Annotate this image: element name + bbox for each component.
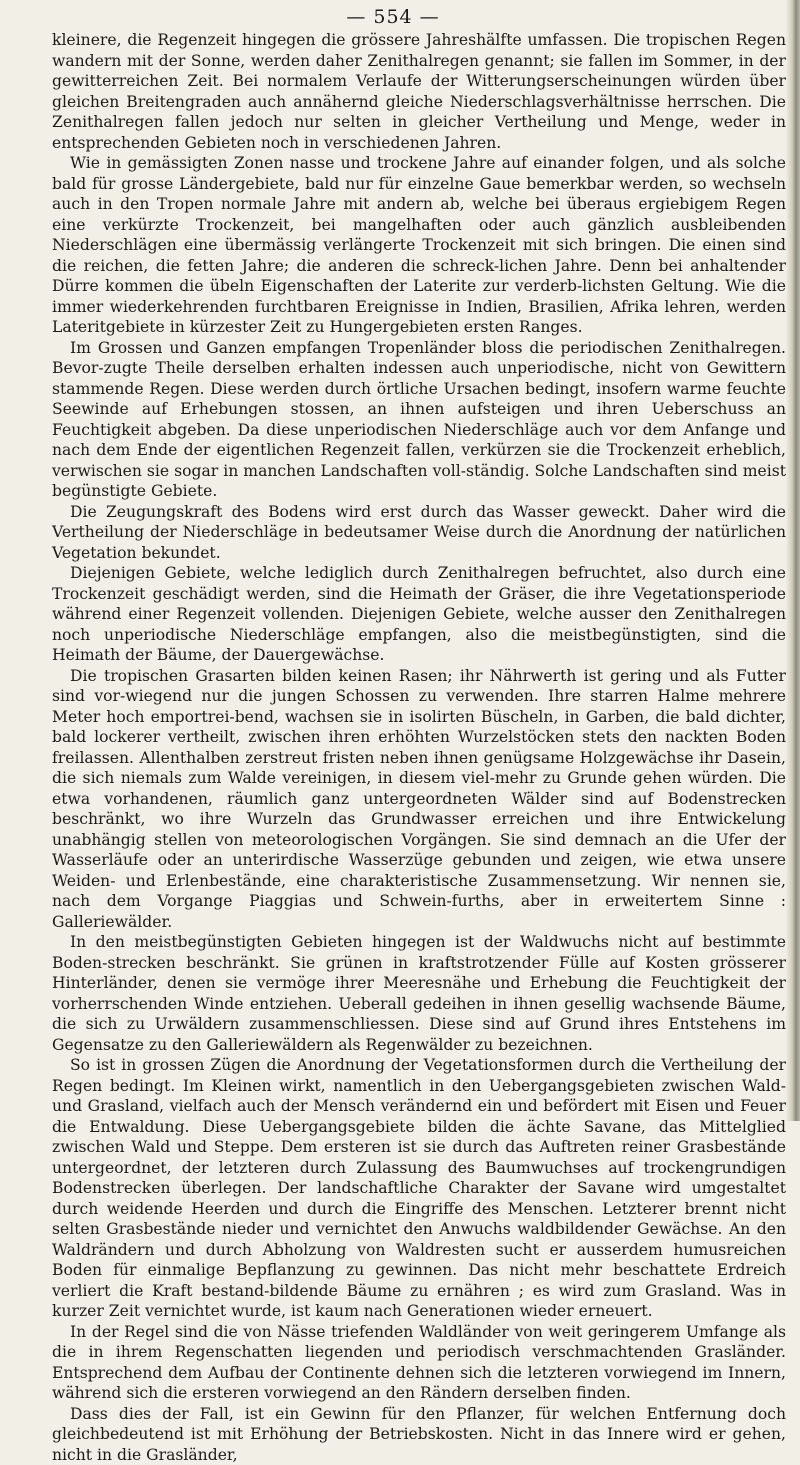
paragraph: Die Zeugungskraft des Bodens wird erst durch das Wasser geweckt. Daher wird die Vertheilung der Niederschläge in bedeutsamer Weise durch die Anordnung der natürlichen Vegetation bekundet. bbox=[52, 502, 786, 564]
paragraph: In den meistbegünstigten Gebieten hingegen ist der Waldwuchs nicht auf bestimmte Boden-strecken beschränkt. Sie grünen in kraftstrotzender Fülle auf Kosten grösserer Hinterländer, denen sie vermöge ihrer Meeresnähe und Erhebung die Feuchtigkeit der vorherrschenden Winde entziehen. Ueberall gedeihen in ihnen gesellig wachsende Bäume, die sich zu Urwäldern zusammenschliessen. Diese sind auf Grund ihres Entstehens im Gegensatze zu den Galleriewäldern als Regenwälder zu bezeichnen. bbox=[52, 932, 786, 1055]
paragraph: Die tropischen Grasarten bilden keinen Rasen; ihr Nährwerth ist gering und als Futter sind vor-wiegend nur die jungen Schossen zu verwenden. Ihre starren Halme mehrere Meter hoch emportrei-bend, wachsen sie in isolirten Büscheln, in Garben, die bald dichter, bald lockerer vertheilt, zwischen ihren erhöhten Wurzelstöcken stets den nackten Boden freilassen. Allenthalben zerstreut fristen neben ihnen genügsame Holzgewächse ihr Dasein, die sich niemals zum Walde vereinigen, in diesem viel-mehr zu Grunde gehen würden. Die etwa vorhandenen, räumlich ganz untergeordneten Wälder sind auf Bodenstrecken beschränkt, wo ihre Wurzeln das Grundwasser erreichen und ihre Entwickelung unabhängig stellen von meteorologischen Vorgängen. Sie sind demnach an die Ufer der Wasserläufe oder an unterirdische Wasserzüge gebunden und zeigen, wie etwa unsere Weiden- und Erlenbestände, eine charakteristische Zusammensetzung. Wir nennen sie, nach dem Vorgange Piaggias und Schwein-furths, aber in erweitertem Sinne : Galleriewälder. bbox=[52, 666, 786, 933]
paragraph: In der Regel sind die von Nässe triefenden Waldländer von weit geringerem Umfange als die in ihrem Regenschatten liegenden und periodisch verschmachtenden Grasländer. Entsprechend dem Aufbau der Continente dehnen sich die letzteren vorwiegend im Innern, während sich die ersteren vorwiegend an den Rändern derselben finden. bbox=[52, 1322, 786, 1404]
paragraph: Im Grossen und Ganzen empfangen Tropenländer bloss die periodischen Zenithalregen. Bevor-zugte Theile derselben erhalten indessen auch unperiodische, nicht von Gewittern stammende Regen. Diese werden durch örtliche Ursachen bedingt, insofern warme feuchte Seewinde auf Erhebungen stossen, an ihnen aufsteigen und ihren Ueberschuss an Feuchtigkeit abgeben. Da diese unperiodischen Niederschläge auch vor dem Anfange und nach dem Ende der eigentlichen Regenzeit fallen, verkürzen sie die Trockenzeit erheblich, verwischen sie sogar in manchen Landschaften voll-ständig. Solche Landschaften sind meist begünstigte Gebiete. bbox=[52, 338, 786, 502]
paragraph: Dass dies der Fall, ist ein Gewinn für den Pflanzer, für welchen Entfernung doch gleichbedeutend ist mit Erhöhung der Betriebskosten. Nicht in das Innere wird er gehen, nicht in die Grasländer, bbox=[52, 1404, 786, 1465]
body-text bbox=[52, 30, 786, 1465]
page-edge-shadow bbox=[786, 0, 800, 1121]
paragraph: So ist in grossen Zügen die Anordnung der Vegetationsformen durch die Vertheilung der Regen bedingt. Im Kleinen wirkt, namentlich in den Uebergangsgebieten zwischen Wald- und Grasland, vielfach auch der Mensch verändernd ein und befördert mit Eisen und Feuer die Entwaldung. Diese Uebergangsgebiete bilden die ächte Savane, das Mittelglied zwischen Wald und Steppe. Dem ersteren ist sie durch das Auftreten reiner Grasbestände untergeordnet, der letzteren durch Zulassung des Baumwuchses auf trockengrundigen Bodenstrecken überlegen. Der landschaftliche Charakter der Savane wird umgestaltet durch weidende Heerden und durch die Eingriffe des Menschen. Letzterer brennt nicht selten Grasbestände nieder und vernichtet den Anwuchs waldbildender Gewächse. An den Waldrändern und durch Abholzung von Waldresten sucht er ausserdem humusreichen Boden für einmalige Bepflanzung zu gewinnen. Das nicht mehr beschattete Erdreich verliert die Kraft bestand-bildende Bäume zu ernähren ; es wird zum Grasland. Was in kurzer Zeit vernichtet wurde, ist kaum nach Generationen wieder erneuert. bbox=[52, 1055, 786, 1322]
page-number: — 554 — bbox=[0, 6, 786, 28]
paragraph: kleinere, die Regenzeit hingegen die grössere Jahreshälfte umfassen. Die tropischen Regen wandern mit der Sonne, werden daher Zenithalregen genannt; sie fallen im Sommer, in der gewitterreichen Zeit. Bei normalem Verlaufe der Witterungserscheinungen würden über gleichen Breitengraden auch annähernd gleiche Niederschlagsverhältnisse herrschen. Die Zenithalregen fallen jedoch nur selten in gleicher Vertheilung und Menge, weder in entsprechenden Gebieten noch in verschiedenen Jahren. bbox=[52, 30, 786, 153]
paragraph: Diejenigen Gebiete, welche lediglich durch Zenithalregen befruchtet, also durch eine Trockenzeit geschädigt werden, sind die Heimath der Gräser, die ihre Vegetationsperiode während einer Regenzeit vollenden. Diejenigen Gebiete, welche ausser den Zenithalregen noch unperiodische Niederschläge empfangen, also die meistbegünstigten, sind die Heimath der Bäume, der Dauergewächse. bbox=[52, 563, 786, 666]
paragraph: Wie in gemässigten Zonen nasse und trockene Jahre auf einander folgen, und als solche bald für grosse Ländergebiete, bald nur für einzelne Gaue bemerkbar werden, so wechseln auch in den Tropen normale Jahre mit andern ab, welche bei überaus ergiebigem Regen eine verkürzte Trockenzeit, bei mangelhaften oder auch gänzlich ausbleibenden Niederschlägen eine übermässig verlängerte Trockenzeit mit sich bringen. Die einen sind die reichen, die fetten Jahre; die anderen die schreck-lichen Jahre. Denn bei anhaltender Dürre kommen die übeln Eigenschaften der Laterite zur verderb-lichsten Geltung. Wie die immer wiederkehrenden furchtbaren Ereignisse in Indien, Brasilien, Afrika lehren, werden Lateritgebiete in kürzester Zeit zu Hungergebieten ersten Ranges. bbox=[52, 153, 786, 338]
